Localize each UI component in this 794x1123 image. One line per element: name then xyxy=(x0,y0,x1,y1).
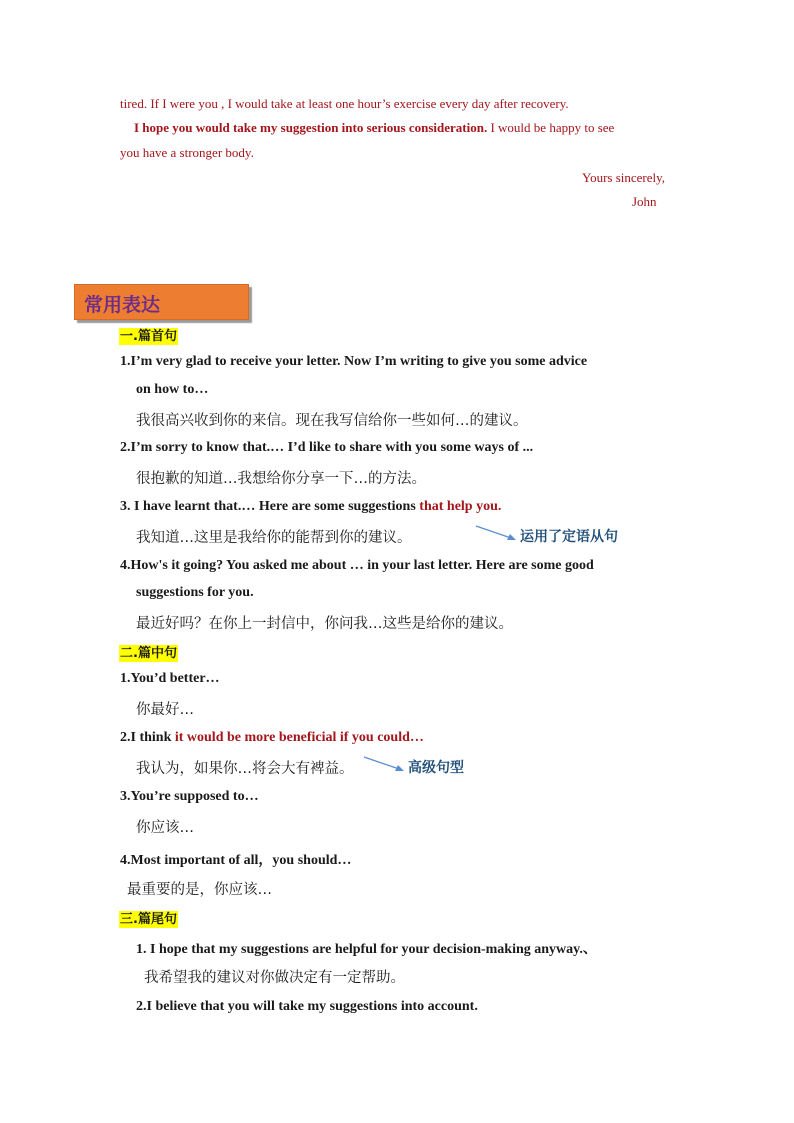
opening-s3-en xyxy=(120,499,501,515)
middle-s2-en-text: 2.I think xyxy=(120,730,175,745)
letter-line-2 xyxy=(134,120,614,136)
opening-s1-en-b: on how to… xyxy=(136,382,209,397)
opening-s4-zh: 最近好吗？在你上一封信中，你问我…这些是给你的建议。 xyxy=(136,616,513,632)
opening-s2-zh: 很抱歉的知道…我想给你分享一下…的方法。 xyxy=(136,471,426,487)
arrow-icon xyxy=(474,522,520,544)
middle-heading-label: 二.篇中句 xyxy=(120,646,177,661)
middle-s2-note: 高级句型 xyxy=(408,760,464,776)
banner-title: 常用表达 xyxy=(84,294,161,316)
letter-line-1: tired. If I were you , I would take at least one hour’s exercise every day after recovery. xyxy=(120,96,569,111)
opening-s3-en-text: 3. I have learnt that.… Here are some suggestions xyxy=(120,499,420,514)
middle-s3-zh: 你应该… xyxy=(136,820,194,836)
letter-closing: Yours sincerely, xyxy=(582,170,666,185)
letter-hope-sentence: I hope you would take my suggestion into serious consideration. xyxy=(134,120,488,135)
opening-s1-en-a: 1.I’m very glad to receive your letter. Now I’m writing to give you some advice xyxy=(120,354,588,369)
letter-signature: John xyxy=(632,194,657,209)
ending-heading xyxy=(119,908,178,927)
opening-heading-label: 一.篇首句 xyxy=(120,329,177,344)
middle-s4-zh: 最重要的是，你应该… xyxy=(127,882,272,898)
opening-s4-en-a: 4.How's it going? You asked me about … in your last letter. Here are some good xyxy=(120,558,594,573)
middle-heading xyxy=(119,642,178,661)
section-banner xyxy=(74,284,249,320)
opening-s3-en-highlight: that help you. xyxy=(419,499,502,514)
letter-line-3: you have a stronger body. xyxy=(120,145,254,160)
middle-s4-en: 4.Most important of all，you should… xyxy=(120,853,352,868)
opening-heading xyxy=(119,325,178,344)
opening-s2-en: 2.I’m sorry to know that.… I’d like to share with you some ways of ... xyxy=(120,440,534,455)
opening-s1-zh: 我很高兴收到你的来信。现在我写信给你一些如何…的建议。 xyxy=(136,413,528,429)
opening-s3-zh: 我知道…这里是我给你的能帮到你的建议。 xyxy=(136,530,412,546)
middle-s3-en: 3.You’re supposed to… xyxy=(120,789,259,804)
ending-heading-label: 三.篇尾句 xyxy=(120,912,177,927)
arrow-icon xyxy=(362,753,408,775)
opening-s3-note: 运用了定语从句 xyxy=(520,529,618,545)
middle-s2-en-highlight: it would be more beneficial if you could… xyxy=(174,730,424,745)
ending-s1-en: 1. I hope that my suggestions are helpful for your decision-making anyway.、 xyxy=(136,942,597,957)
ending-s1-zh: 我希望我的建议对你做决定有一定帮助。 xyxy=(144,970,405,986)
middle-s1-en: 1.You’d better… xyxy=(120,671,220,686)
letter-line-2-rest: I would be happy to see xyxy=(487,120,615,135)
middle-s2-zh: 我认为，如果你…将会大有裨益。 xyxy=(136,761,354,777)
opening-s4-en-b: suggestions for you. xyxy=(136,585,254,600)
middle-s2-en xyxy=(120,730,424,746)
ending-s2-en: 2.I believe that you will take my suggestions into account. xyxy=(136,999,478,1014)
middle-s1-zh: 你最好… xyxy=(136,702,194,718)
